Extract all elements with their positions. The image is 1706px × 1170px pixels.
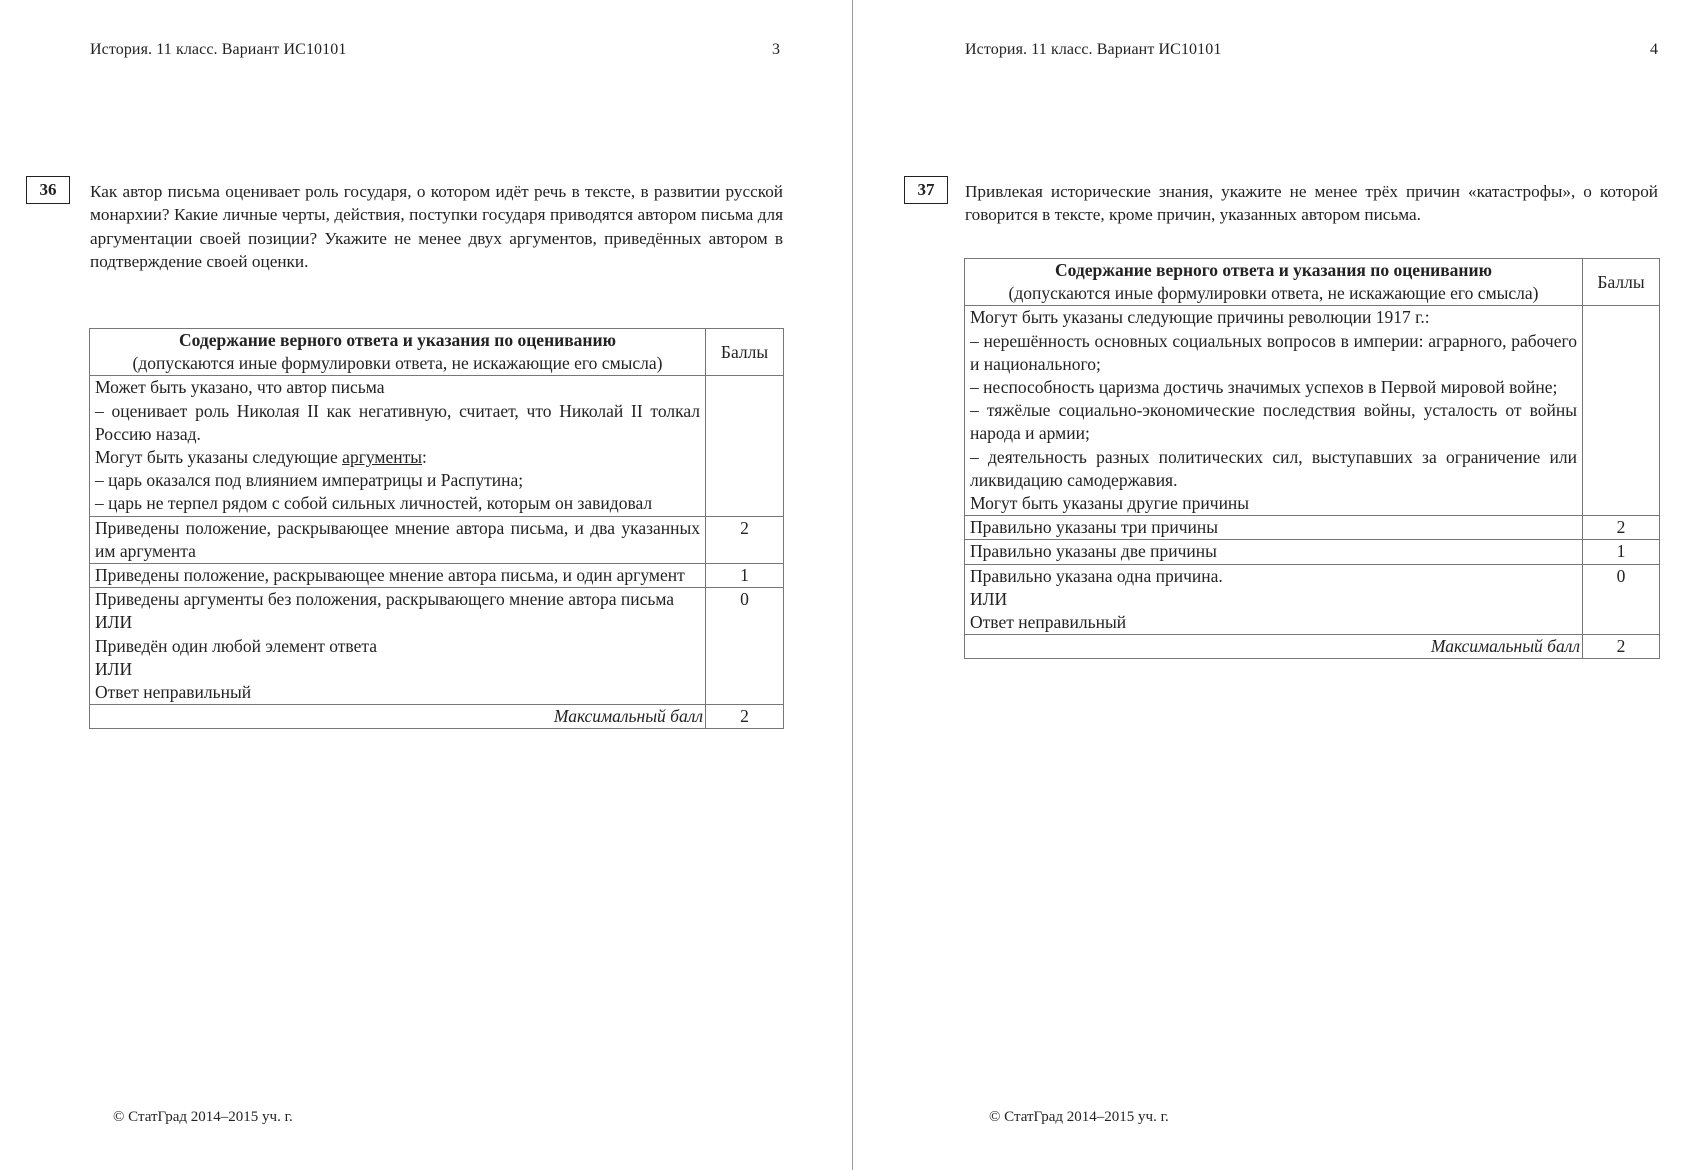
header-score: Баллы — [1583, 259, 1660, 306]
header-content-cell — [965, 259, 1583, 306]
empty-score-cell — [1583, 306, 1660, 516]
content-line: Могут быть указаны следующие причины революции 1917 г.: — [970, 307, 1430, 328]
answer-content-cell — [965, 306, 1583, 516]
question-text: Привлекая исторические знания, укажите не менее трёх причин «катастрофы», о которой говорится в тексте, кроме причин, указанных автором письма. — [965, 182, 1658, 225]
task-number-box: 37 — [904, 176, 948, 204]
page-divider — [852, 0, 853, 1170]
page-footer: © СтатГрад 2014–2015 уч. г. — [989, 1109, 1169, 1125]
content-line: – царь не терпел рядом с собой сильных личностей, которым он завидовал — [95, 493, 653, 514]
table-row — [90, 588, 784, 705]
header-content-cell — [90, 329, 706, 376]
max-score-label: Максимальный балл — [90, 705, 706, 729]
content-line — [95, 446, 700, 469]
empty-score-cell — [706, 376, 784, 516]
answer-content-cell — [90, 376, 706, 516]
content-line: – неспособность царизма достичь значимых успехов в Первой мировой войне; — [970, 377, 1558, 398]
table-row — [965, 516, 1660, 540]
content-line: – оценивает роль Николая II как негативную, считает, что Николай II толкал Россию назад. — [95, 400, 700, 444]
criterion-line: Приведён один любой элемент ответа — [95, 635, 377, 656]
criterion-line: Ответ неправильный — [95, 682, 252, 703]
page-footer: © СтатГрад 2014–2015 уч. г. — [113, 1109, 293, 1125]
max-score-value: 2 — [706, 705, 784, 729]
criterion-score: 2 — [1583, 516, 1660, 540]
page-right — [854, 0, 1706, 1170]
header-sub: (допускаются иные формулировки ответа, не искажающие его смысла) — [132, 353, 663, 374]
content-text: : — [422, 447, 427, 468]
content-text: Могут быть указаны следующие — [95, 447, 343, 468]
header-sub: (допускаются иные формулировки ответа, не искажающие его смысла) — [1008, 283, 1539, 304]
header-main: Содержание верного ответа и указания по оцениванию — [179, 330, 616, 350]
criterion-line: ИЛИ — [95, 658, 133, 679]
header-score: Баллы — [706, 329, 784, 376]
content-line: Могут быть указаны другие причины — [970, 493, 1250, 514]
grading-table — [89, 328, 784, 729]
criterion-text — [90, 588, 706, 705]
running-title: История. 11 класс. Вариант ИС10101 — [90, 41, 347, 58]
content-line: – царь оказался под влиянием императрицы и Распутина; — [95, 470, 524, 491]
running-title: История. 11 класс. Вариант ИС10101 — [965, 41, 1222, 58]
content-line: – тяжёлые социально-экономические последствия войны, усталость от войны народа и армии; — [970, 400, 1577, 444]
criterion-score: 1 — [706, 564, 784, 588]
header-main: Содержание верного ответа и указания по оцениванию — [1055, 260, 1492, 280]
question-text: Как автор письма оценивает роль государя, о котором идёт речь в тексте, в развитии русской монархии? Какие личные черты, действия, поступки государя приводятся автором письма для аргументации своей позиции? Укажите не менее двух аргументов, приведённых автором в подтверждение своей оценки. — [90, 182, 783, 271]
criterion-line: Приведены аргументы без положения, раскрывающего мнение автора письма — [95, 589, 675, 610]
page-left — [0, 0, 852, 1170]
content-line: – нерешённость основных социальных вопросов в империи: аграрного, рабочего и национального; — [970, 330, 1577, 374]
table-row-answer-content — [965, 306, 1660, 516]
criterion-text: Приведены положение, раскрывающее мнение автора письма, и один аргумент — [90, 564, 706, 588]
criterion-score: 0 — [1583, 564, 1660, 635]
max-score-label: Максимальный балл — [965, 635, 1583, 659]
table-row — [965, 540, 1660, 564]
criterion-line: ИЛИ — [95, 612, 133, 633]
table-row — [90, 564, 784, 588]
page-number: 4 — [1650, 41, 1658, 58]
page-number: 3 — [772, 41, 780, 58]
content-line: – деятельность разных политических сил, выступавших за ограничение или ликвидацию самодержавия. — [970, 446, 1577, 490]
table-row-max — [90, 705, 784, 729]
task-number-box: 36 — [26, 176, 70, 204]
max-score-value: 2 — [1583, 635, 1660, 659]
underlined-word: аргументы — [342, 447, 422, 468]
criterion-line: Правильно указана одна причина. — [970, 565, 1223, 586]
criterion-score: 0 — [706, 588, 784, 705]
criterion-text: Правильно указаны две причины — [965, 540, 1583, 564]
table-header-row — [90, 329, 784, 376]
criterion-text — [965, 564, 1583, 635]
criterion-line: Ответ неправильный — [970, 612, 1127, 633]
criterion-text: Правильно указаны три причины — [965, 516, 1583, 540]
grading-table — [964, 258, 1660, 659]
criterion-score: 1 — [1583, 540, 1660, 564]
criterion-line: ИЛИ — [970, 588, 1008, 609]
criterion-score: 2 — [706, 516, 784, 563]
content-line: Может быть указано, что автор письма — [95, 377, 385, 398]
table-row — [965, 564, 1660, 635]
table-row — [90, 516, 784, 563]
table-row-answer-content — [90, 376, 784, 516]
table-header-row — [965, 259, 1660, 306]
criterion-text: Приведены положение, раскрывающее мнение автора письма, и два указанных им аргумента — [90, 516, 706, 563]
table-row-max — [965, 635, 1660, 659]
